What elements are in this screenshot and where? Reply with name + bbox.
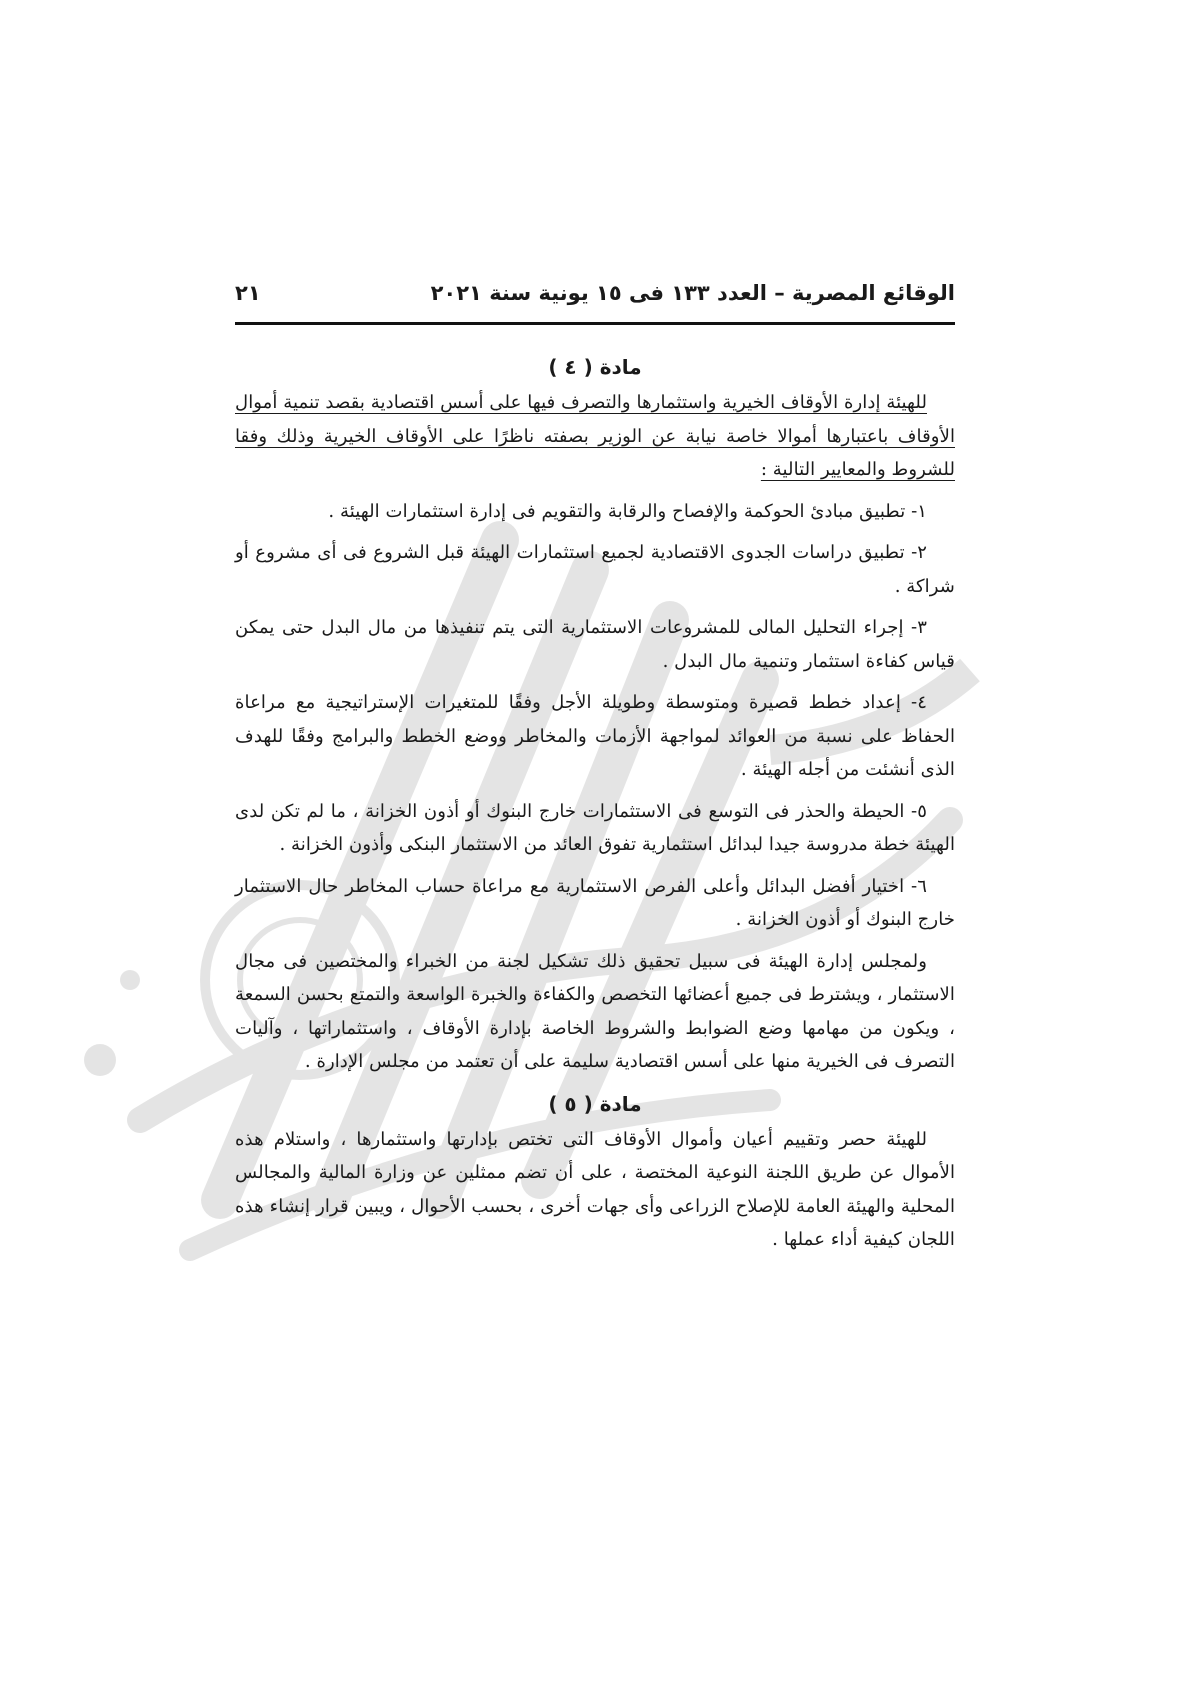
page-number: ٢١ xyxy=(235,281,261,305)
header-divider xyxy=(235,322,955,325)
article-4-item-4: ٤- إعداد خطط قصيرة ومتوسطة وطويلة الأجل وفقًا للمتغيرات الإستراتيجية مع مراعاة الحفاظ على نسبة من العوائد لمواجهة الأزمات والمخاطر ووضع الخطط والبرامج وفقًا للهدف الذى أنشئت من أجله الهيئة . xyxy=(235,692,955,780)
header-title: الوقائع المصرية – العدد ١٣٣ فى ١٥ يونية سنة ٢٠٢١ xyxy=(430,281,955,305)
article-4-closing: ولمجلس إدارة الهيئة فى سبيل تحقيق ذلك تشكيل لجنة من الخبراء والمختصين فى مجال الاستثمار ، ويشترط فى جميع أعضائها التخصص والكفاءة والخبرة الواسعة والتمتع بحسن السمعة ، ويكون من مهامها وضع الضوابط والشروط الخاصة بإدارة الأوقاف ، واستثماراتها ، وآليات التصرف فى الخيرية منها على أسس اقتصادية سليمة على أن تعتمد من مجلس الإدارة . xyxy=(235,950,955,1072)
article-4-item-1: ١- تطبيق مبادئ الحوكمة والإفصاح والرقابة والتقويم فى إدارة استثمارات الهيئة . xyxy=(328,500,927,522)
article-4-intro: للهيئة إدارة الأوقاف الخيرية واستثمارها والتصرف فيها على أسس اقتصادية بقصد تنمية أموال الأوقاف باعتبارها أموالا خاصة نيابة عن الوزير بصفته ناظرًا على الأوقاف الخيرية وذلك وفقا للشروط والمعايير التالية : xyxy=(235,392,955,480)
article-4-item-2: ٢- تطبيق دراسات الجدوى الاقتصادية لجميع استثمارات الهيئة قبل الشروع فى أى مشروع أو شراكة . xyxy=(235,542,955,597)
article-4-item-3: ٣- إجراء التحليل المالى للمشروعات الاستثمارية التى يتم تنفيذها من مال البدل حتى يمكن قياس كفاءة استثمار وتنمية مال البدل . xyxy=(235,617,955,672)
document-body xyxy=(235,350,955,1265)
article-4-item-6: ٦- اختيار أفضل البدائل وأعلى الفرص الاستثمارية مع مراعاة حساب المخاطر حال الاستثمار خارج البنوك أو أذون الخزانة . xyxy=(235,875,955,930)
article-5-body: للهيئة حصر وتقييم أعيان وأموال الأوقاف التى تختص بإدارتها واستثمارها ، واستلام هذه الأموال عن طريق اللجنة النوعية المختصة ، على أن تضم ممثلين عن وزارة المالية والمجالس المحلية والهيئة العامة للإصلاح الزراعى وأى جهات أخرى ، بحسب الأحوال ، ويبين قرار إنشاء هذه اللجان كيفية أداء عملها . xyxy=(235,1128,955,1250)
article-4-title: مادة ( ٤ ) xyxy=(548,355,642,379)
article-5-title: مادة ( ٥ ) xyxy=(548,1091,642,1116)
article-4-item-5: ٥- الحيطة والحذر فى التوسع فى الاستثمارات خارج البنوك أو أذون الخزانة ، ما لم تكن لدى الهيئة خطة مدروسة جيدا لبدائل استثمارية تفوق العائد من الاستثمار البنكى وأذون الخزانة . xyxy=(235,800,955,855)
page-header xyxy=(235,275,955,311)
